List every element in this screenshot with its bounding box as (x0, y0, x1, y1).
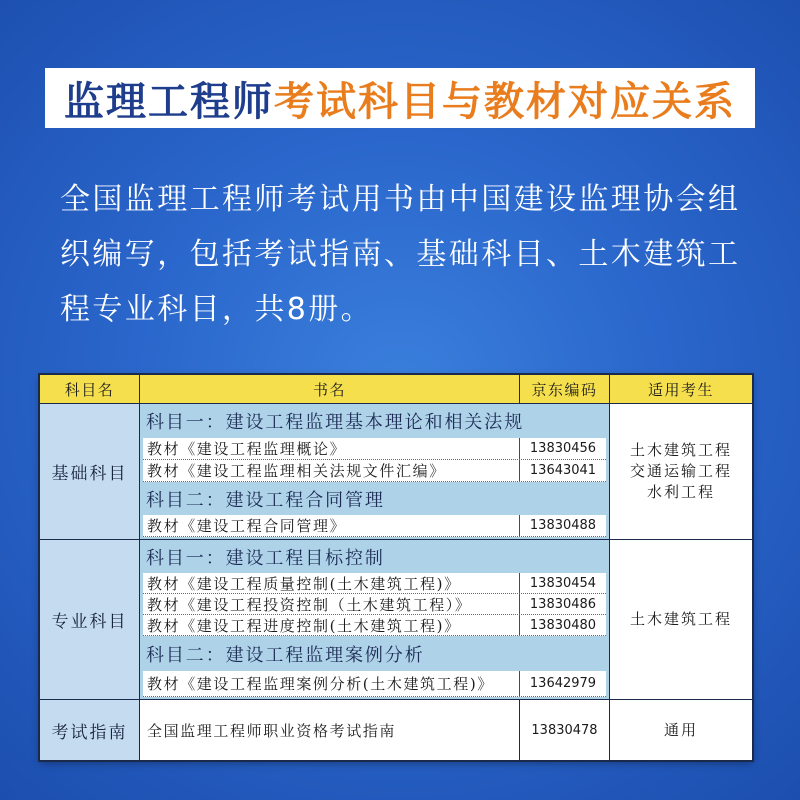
book-row (143, 515, 606, 537)
header-code: 京东编码 (520, 375, 610, 404)
jd-code: 13643041 (529, 463, 597, 478)
section-name: 考试指南 (40, 700, 140, 760)
audience-cell (610, 404, 752, 540)
title-suffix: 考试科目与教材对应关系 (274, 78, 736, 125)
title-prefix: 监理工程师 (64, 78, 274, 125)
header-audience: 适用考生 (610, 375, 752, 404)
title-banner (45, 68, 755, 128)
book-title: 教材《建设工程监理案例分析(土木建筑工程)》 (143, 671, 520, 696)
book-title: 教材《建设工程投资控制（土木建筑工程）》 (143, 594, 520, 614)
audience-item: 土木建筑工程 (629, 441, 732, 459)
audience-cell (610, 700, 752, 760)
group-title: 科目一：建设工程监理基本理论和相关法规 (146, 412, 525, 433)
jd-code: 13830454 (529, 575, 597, 591)
book-title: 教材《建设工程监理概论》 (143, 438, 520, 459)
group-title: 科目二：建设工程监理案例分析 (146, 644, 425, 666)
jd-code: 13830486 (529, 596, 597, 612)
book-row (143, 594, 606, 615)
section-name: 专业科目 (40, 540, 140, 700)
jd-code: 13830488 (529, 518, 597, 533)
jd-code: 13830456 (529, 441, 597, 456)
book-row (143, 460, 606, 482)
section-books (140, 404, 610, 540)
book-title: 教材《建设工程质量控制(土木建筑工程)》 (143, 573, 520, 593)
header-book: 书名 (140, 375, 520, 404)
jd-code: 13642979 (529, 676, 597, 691)
intro-line: 全国监理工程师考试用书由中国建设监理协会组 (60, 182, 741, 217)
audience-item: 交通运输工程 (629, 462, 732, 480)
jd-code: 13830480 (529, 617, 597, 633)
section-books (140, 540, 610, 700)
group-title: 科目二：建设工程合同管理 (146, 489, 385, 511)
book-title: 教材《建设工程监理相关法规文件汇编》 (143, 460, 520, 481)
book-title: 全国监理工程师职业资格考试指南 (140, 700, 520, 760)
audience-cell (610, 540, 752, 700)
subject-textbook-table (40, 375, 752, 760)
book-row (143, 438, 606, 460)
audience-item: 水利工程 (646, 483, 715, 501)
group-title: 科目一：建设工程目标控制 (146, 547, 385, 569)
audience-item: 通用 (663, 720, 698, 739)
book-row (143, 671, 606, 697)
book-row (143, 615, 606, 636)
section-name: 基础科目 (40, 404, 140, 540)
book-row (143, 573, 606, 594)
intro-line: 程专业科目，共8册。 (60, 292, 374, 327)
audience-item: 土木建筑工程 (629, 610, 732, 628)
intro-line: 织编写，包括考试指南、基础科目、土木建筑工 (60, 237, 741, 272)
intro-paragraph (60, 172, 750, 337)
header-subject: 科目名 (40, 375, 140, 404)
book-title: 教材《建设工程合同管理》 (143, 515, 520, 536)
book-title: 教材《建设工程进度控制(土木建筑工程)》 (143, 615, 520, 635)
jd-code: 13830478 (520, 700, 610, 760)
